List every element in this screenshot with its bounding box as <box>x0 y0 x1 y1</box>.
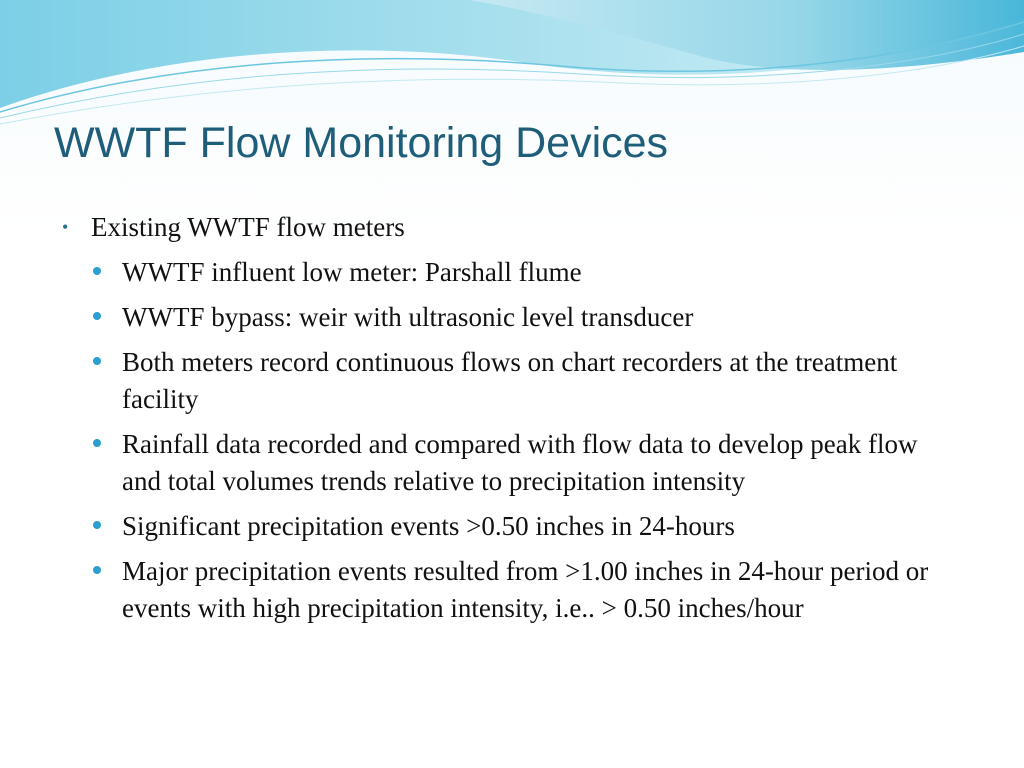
bullet-icon <box>93 439 101 447</box>
decorative-wave-header <box>0 0 1024 130</box>
bullet-level1 <box>62 209 942 246</box>
bullet-icon <box>93 357 101 365</box>
bullet-icon: • <box>62 217 69 237</box>
bullet-icon <box>93 267 101 275</box>
sub-bullet <box>62 254 942 291</box>
sub-bullet-text: Both meters record continuous flows on chart recorders at the treatment facility <box>122 347 898 414</box>
bullet-icon <box>93 566 101 574</box>
sub-bullet-text: Significant precipitation events >0.50 inches in 24-hours <box>122 511 735 541</box>
bullet-text: Existing WWTF flow meters <box>91 212 405 242</box>
sub-bullet-text: WWTF bypass: weir with ultrasonic level transducer <box>122 302 694 332</box>
sub-bullet <box>62 344 942 418</box>
bullet-icon <box>93 312 101 320</box>
sub-bullet-text: Major precipitation events resulted from >1.00 inches in 24-hour period or events with high precipitation intensity, i.e.. > 0.50 inches/hour <box>122 556 929 623</box>
sub-bullet <box>62 426 942 500</box>
sub-bullet-text: WWTF influent low meter: Parshall flume <box>122 257 582 287</box>
sub-bullet-text: Rainfall data recorded and compared with flow data to develop peak flow and total volumes trends relative to precipitation intensity <box>122 429 918 496</box>
slide-title: WWTF Flow Monitoring Devices <box>54 119 669 167</box>
slide-body <box>62 209 942 635</box>
bullet-icon <box>93 521 101 529</box>
sub-bullet <box>62 508 942 545</box>
sub-bullet <box>62 299 942 336</box>
sub-bullet <box>62 553 942 627</box>
